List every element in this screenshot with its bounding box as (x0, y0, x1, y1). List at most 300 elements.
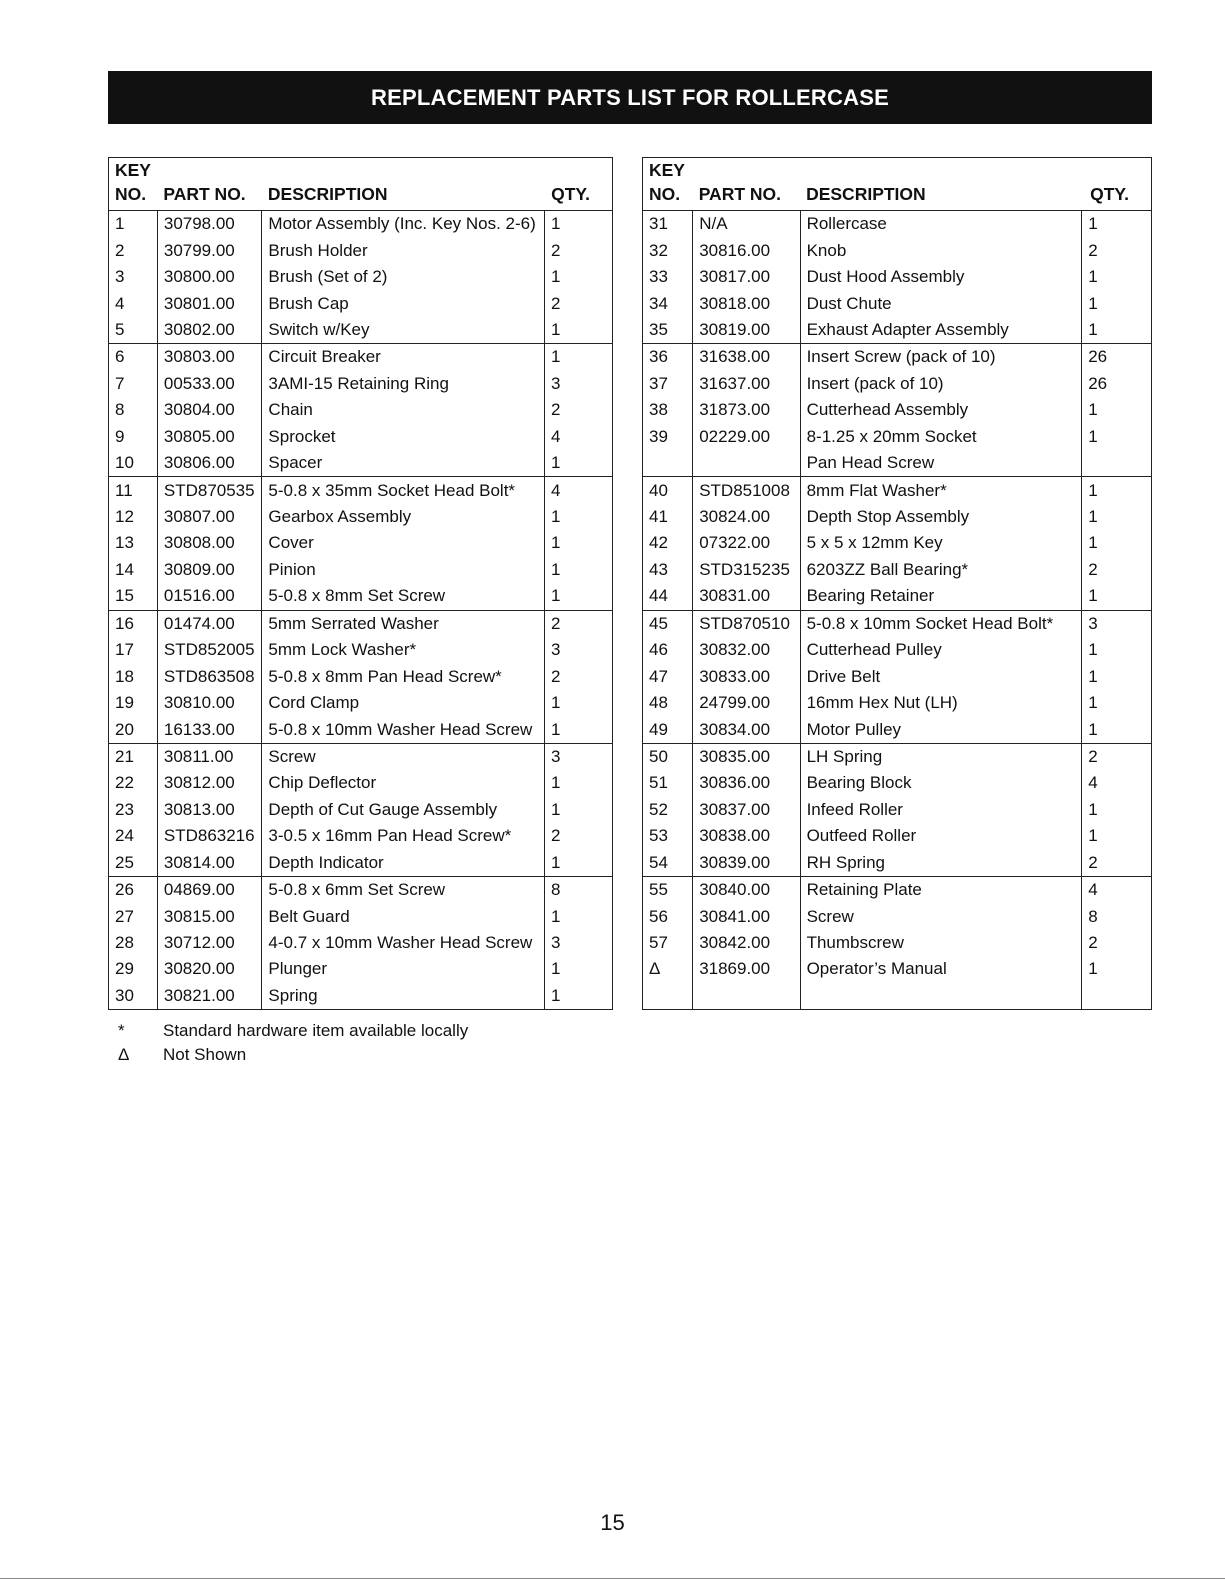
cell-qty: 1 (1082, 290, 1152, 316)
cell-description: 5 x 5 x 12mm Key (800, 530, 1082, 556)
footnote-symbol: * (118, 1021, 125, 1040)
cell-key-no (643, 983, 693, 1010)
cell-qty: 1 (545, 797, 613, 823)
page-number: 15 (600, 1510, 625, 1535)
cell-qty: 3 (545, 743, 613, 770)
cell-key-no: 34 (649, 293, 668, 313)
cell-key-no: 24 (115, 826, 134, 846)
table-row (643, 237, 1152, 263)
cell-part-no: STD852005 (157, 637, 262, 663)
bottom-rule (0, 1578, 1225, 1579)
cell-qty: 1 (1082, 583, 1152, 610)
table-row (109, 716, 613, 743)
cell-description: Knob (800, 237, 1082, 263)
cell-part-no: 30799.00 (157, 237, 262, 263)
table-row (109, 397, 613, 423)
cell-key-no: 32 (649, 240, 668, 260)
table-row (109, 317, 613, 344)
cell-qty: 1 (1082, 797, 1152, 823)
cell-part-no (693, 983, 800, 1010)
cell-qty: 1 (545, 530, 613, 556)
table-row (109, 770, 613, 796)
table-row (109, 450, 613, 477)
cell-qty: 1 (1082, 690, 1152, 716)
table-row (643, 743, 1152, 770)
table-row (643, 850, 1152, 877)
cell-description: Dust Chute (800, 290, 1082, 316)
cell-key-no: 14 (115, 559, 134, 579)
cell-part-no: 30813.00 (157, 797, 262, 823)
table-row (643, 477, 1152, 504)
cell-description: Brush Cap (262, 290, 545, 316)
table-row (643, 876, 1152, 903)
cell-qty: 1 (1082, 663, 1152, 689)
cell-key-no: 54 (649, 852, 668, 872)
cell-description: 3-0.5 x 16mm Pan Head Screw* (262, 823, 545, 849)
cell-description: Insert Screw (pack of 10) (800, 344, 1082, 371)
cell-qty: 1 (545, 504, 613, 530)
cell-key-no: 11 (109, 477, 158, 504)
header-part-no: PART NO. (157, 158, 262, 211)
cell-key-no: 57 (649, 933, 668, 953)
table-row (643, 317, 1152, 344)
cell-description (800, 983, 1082, 1010)
cell-key-no: 6 (109, 344, 158, 371)
cell-part-no: STD851008 (693, 477, 800, 504)
cell-part-no: STD870535 (157, 477, 262, 504)
cell-qty: 2 (1082, 930, 1152, 956)
cell-key-no: 47 (649, 666, 668, 686)
header-part-no: PART NO. (693, 158, 800, 211)
header-qty: QTY. (545, 158, 613, 211)
cell-part-no: 30802.00 (157, 317, 262, 344)
cell-key-no: 26 (109, 876, 158, 903)
cell-description: 5-0.8 x 10mm Washer Head Screw (262, 716, 545, 743)
cell-qty: 2 (545, 663, 613, 689)
cell-part-no: 30818.00 (693, 290, 800, 316)
cell-key-no: 22 (115, 773, 134, 793)
cell-part-no: 30811.00 (157, 743, 262, 770)
cell-part-no: 00533.00 (157, 371, 262, 397)
cell-description: 16mm Hex Nut (LH) (800, 690, 1082, 716)
cell-key-no: 20 (115, 719, 134, 739)
cell-key-no: 1 (115, 214, 125, 234)
table-row (643, 344, 1152, 371)
cell-qty: 1 (1082, 530, 1152, 556)
table-row (109, 903, 613, 929)
cell-description: 5mm Lock Washer* (262, 637, 545, 663)
cell-qty: 1 (545, 690, 613, 716)
table-row (109, 743, 613, 770)
cell-part-no: 24799.00 (693, 690, 800, 716)
cell-key-no: 38 (649, 400, 668, 420)
cell-description: Pinion (262, 557, 545, 583)
cell-description: Gearbox Assembly (262, 504, 545, 530)
cell-qty: 3 (1082, 610, 1152, 637)
table-row (643, 770, 1152, 796)
cell-description: Motor Pulley (800, 716, 1082, 743)
table-row (109, 504, 613, 530)
cell-qty: 26 (1082, 371, 1152, 397)
header-qty: QTY. (1082, 158, 1152, 211)
cell-description: Motor Assembly (Inc. Key Nos. 2-6) (262, 211, 545, 238)
table-row (643, 371, 1152, 397)
cell-part-no: 30712.00 (157, 930, 262, 956)
cell-key-no: 31 (649, 214, 668, 234)
cell-qty: 1 (545, 583, 613, 610)
cell-part-no: STD870510 (693, 610, 800, 637)
cell-key-no: 17 (115, 640, 134, 660)
table-row (109, 610, 613, 637)
table-row (109, 424, 613, 450)
cell-qty: 1 (545, 956, 613, 982)
table-row (109, 237, 613, 263)
cell-description: Infeed Roller (800, 797, 1082, 823)
cell-key-no: 23 (115, 799, 134, 819)
table-row (109, 344, 613, 371)
table-row (643, 797, 1152, 823)
cell-part-no: 30807.00 (157, 504, 262, 530)
cell-part-no: 30836.00 (693, 770, 800, 796)
cell-key-no: 19 (115, 693, 134, 713)
cell-description: Dust Hood Assembly (800, 264, 1082, 290)
table-row (643, 716, 1152, 743)
cell-description: Bearing Retainer (800, 583, 1082, 610)
cell-key-no: 12 (115, 507, 134, 527)
table-row (109, 956, 613, 982)
cell-key-no: Δ (649, 959, 661, 979)
cell-qty: 1 (1082, 716, 1152, 743)
table-row (643, 211, 1152, 238)
cell-key-no: 13 (115, 533, 134, 553)
cell-qty: 2 (545, 290, 613, 316)
cell-description: 5mm Serrated Washer (262, 610, 545, 637)
cell-description: Screw (262, 743, 545, 770)
cell-description: 5-0.8 x 8mm Set Screw (262, 583, 545, 610)
cell-key-no: 43 (649, 559, 668, 579)
cell-qty: 3 (545, 371, 613, 397)
cell-qty: 26 (1082, 344, 1152, 371)
cell-description: RH Spring (800, 850, 1082, 877)
cell-part-no: 30804.00 (157, 397, 262, 423)
cell-qty: 2 (1082, 557, 1152, 583)
cell-description: Exhaust Adapter Assembly (800, 317, 1082, 344)
cell-key-no: 42 (649, 533, 668, 553)
cell-description: Operator’s Manual (800, 956, 1082, 982)
table-row (643, 637, 1152, 663)
cell-description: Depth of Cut Gauge Assembly (262, 797, 545, 823)
footnote-text: Standard hardware item available locally (163, 1021, 469, 1040)
cell-part-no: 30806.00 (157, 450, 262, 477)
cell-key-no: 15 (115, 586, 134, 606)
parts-table-right-body (643, 211, 1152, 1010)
footnote-not-shown (118, 1043, 468, 1067)
cell-key-no: 9 (115, 426, 125, 446)
cell-qty: 1 (545, 770, 613, 796)
cell-description: Brush (Set of 2) (262, 264, 545, 290)
cell-description: 5-0.8 x 35mm Socket Head Bolt* (262, 477, 545, 504)
cell-qty: 1 (545, 716, 613, 743)
cell-qty: 4 (545, 477, 613, 504)
cell-description: Chip Deflector (262, 770, 545, 796)
footnote-symbol: Δ (118, 1045, 130, 1064)
cell-key-no: 28 (115, 933, 134, 953)
cell-qty: 2 (545, 823, 613, 849)
cell-qty: 1 (545, 850, 613, 877)
cell-key-no: 35 (649, 319, 668, 339)
cell-part-no: 04869.00 (157, 876, 262, 903)
parts-table-right (642, 157, 1152, 1010)
cell-part-no: 30824.00 (693, 504, 800, 530)
table-row (109, 797, 613, 823)
cell-part-no: 31869.00 (693, 956, 800, 982)
cell-part-no: 30834.00 (693, 716, 800, 743)
cell-qty: 1 (1082, 264, 1152, 290)
cell-key-no: 40 (643, 477, 693, 504)
cell-qty: 2 (1082, 237, 1152, 263)
table-row (643, 264, 1152, 290)
cell-key-no: 5 (115, 319, 125, 339)
cell-part-no: 30840.00 (693, 876, 800, 903)
page-banner-title: REPLACEMENT PARTS LIST FOR ROLLERCASE (108, 71, 1152, 124)
table-row (643, 530, 1152, 556)
cell-qty: 1 (1082, 317, 1152, 344)
table-row (109, 690, 613, 716)
cell-part-no: 30835.00 (693, 743, 800, 770)
cell-part-no: 01516.00 (157, 583, 262, 610)
table-row (643, 610, 1152, 637)
cell-qty: 4 (545, 424, 613, 450)
table-row (109, 663, 613, 689)
cell-qty: 1 (1082, 424, 1152, 450)
cell-part-no: 30812.00 (157, 770, 262, 796)
cell-key-no: 7 (115, 373, 125, 393)
table-row (109, 557, 613, 583)
cell-qty: 2 (1082, 743, 1152, 770)
header-key-no (643, 158, 693, 211)
cell-part-no: STD863216 (157, 823, 262, 849)
cell-key-no: 46 (649, 640, 668, 660)
cell-qty: 8 (545, 876, 613, 903)
table-row (109, 876, 613, 903)
cell-qty: 1 (545, 903, 613, 929)
cell-key-no: 2 (115, 240, 125, 260)
table-row (109, 211, 613, 238)
cell-qty: 1 (545, 211, 613, 238)
cell-qty: 1 (1082, 504, 1152, 530)
table-row (109, 930, 613, 956)
table-row (643, 983, 1152, 1010)
cell-key-no: 49 (649, 719, 668, 739)
cell-key-no: 53 (649, 826, 668, 846)
table-row (643, 930, 1152, 956)
header-description: DESCRIPTION (262, 158, 545, 211)
cell-qty: 4 (1082, 876, 1152, 903)
table-row (643, 956, 1152, 982)
table-row (643, 557, 1152, 583)
cell-description: Circuit Breaker (262, 344, 545, 371)
cell-qty: 2 (545, 610, 613, 637)
cell-qty (1082, 983, 1152, 1010)
cell-description: Outfeed Roller (800, 823, 1082, 849)
cell-qty: 1 (1082, 823, 1152, 849)
table-row (109, 637, 613, 663)
table-row (643, 690, 1152, 716)
cell-key-no: 21 (109, 743, 158, 770)
cell-qty: 2 (545, 237, 613, 263)
cell-part-no: 30842.00 (693, 930, 800, 956)
cell-part-no: 31638.00 (693, 344, 800, 371)
cell-description: Depth Indicator (262, 850, 545, 877)
cell-qty: 1 (1082, 211, 1152, 238)
cell-key-no: 18 (115, 666, 134, 686)
cell-description: 3AMI-15 Retaining Ring (262, 371, 545, 397)
cell-part-no: STD863508 (157, 663, 262, 689)
cell-qty: 2 (545, 397, 613, 423)
cell-key-no: 41 (649, 507, 668, 527)
table-row (109, 983, 613, 1010)
cell-key-no: 51 (649, 773, 668, 793)
cell-description: Cutterhead Assembly (800, 397, 1082, 423)
cell-key-no: 33 (649, 267, 668, 287)
cell-part-no: 30832.00 (693, 637, 800, 663)
cell-description: Sprocket (262, 424, 545, 450)
table-row (109, 371, 613, 397)
cell-part-no: 16133.00 (157, 716, 262, 743)
cell-part-no: 07322.00 (693, 530, 800, 556)
cell-key-no: 25 (115, 852, 134, 872)
cell-part-no: 30805.00 (157, 424, 262, 450)
cell-key-no: 44 (649, 586, 668, 606)
cell-description: Insert (pack of 10) (800, 371, 1082, 397)
cell-part-no: 30838.00 (693, 823, 800, 849)
cell-qty: 1 (1082, 637, 1152, 663)
cell-key-no: 8 (115, 400, 125, 420)
cell-description: 6203ZZ Ball Bearing* (800, 557, 1082, 583)
cell-description: Spring (262, 983, 545, 1010)
table-row (643, 663, 1152, 689)
table-row (643, 504, 1152, 530)
cell-key-no: 37 (649, 373, 668, 393)
table-row (643, 424, 1152, 450)
cell-part-no: 30815.00 (157, 903, 262, 929)
table-row (643, 903, 1152, 929)
cell-description: 5-0.8 x 6mm Set Screw (262, 876, 545, 903)
cell-part-no: 30808.00 (157, 530, 262, 556)
cell-part-no: STD315235 (693, 557, 800, 583)
cell-part-no: 30803.00 (157, 344, 262, 371)
cell-description: Thumbscrew (800, 930, 1082, 956)
table-row (643, 823, 1152, 849)
cell-qty: 1 (545, 450, 613, 477)
parts-table-left-body (109, 211, 613, 1010)
cell-part-no: 30839.00 (693, 850, 800, 877)
cell-qty: 2 (1082, 850, 1152, 877)
cell-key-no: 50 (643, 743, 693, 770)
cell-part-no: 30819.00 (693, 317, 800, 344)
table-row (109, 530, 613, 556)
header-no-label: NO. (649, 184, 681, 204)
cell-part-no: N/A (693, 211, 800, 238)
header-key-no (109, 158, 158, 211)
cell-part-no: 30831.00 (693, 583, 800, 610)
header-key-label: KEY (649, 160, 685, 180)
table-row (109, 477, 613, 504)
cell-description: Drive Belt (800, 663, 1082, 689)
footnotes (118, 1019, 468, 1067)
table-row (109, 823, 613, 849)
cell-key-no: 29 (115, 959, 134, 979)
cell-part-no: 30814.00 (157, 850, 262, 877)
cell-part-no: 30841.00 (693, 903, 800, 929)
table-row (109, 850, 613, 877)
cell-description: Cover (262, 530, 545, 556)
cell-key-no: 30 (115, 985, 134, 1005)
cell-qty: 3 (545, 930, 613, 956)
cell-qty: 4 (1082, 770, 1152, 796)
cell-part-no: 30833.00 (693, 663, 800, 689)
cell-key-no: 52 (649, 799, 668, 819)
cell-description: Depth Stop Assembly (800, 504, 1082, 530)
cell-part-no: 30816.00 (693, 237, 800, 263)
cell-qty (1082, 450, 1152, 477)
cell-description: Bearing Block (800, 770, 1082, 796)
cell-key-no (643, 450, 693, 477)
cell-part-no: 31637.00 (693, 371, 800, 397)
cell-description: Brush Holder (262, 237, 545, 263)
cell-qty: 1 (545, 264, 613, 290)
cell-part-no: 30798.00 (157, 211, 262, 238)
header-no-label: NO. (115, 184, 147, 204)
table-row (643, 450, 1152, 477)
header-key-label: KEY (115, 160, 151, 180)
table-row (109, 264, 613, 290)
cell-part-no: 31873.00 (693, 397, 800, 423)
cell-description: 4-0.7 x 10mm Washer Head Screw (262, 930, 545, 956)
cell-description: Screw (800, 903, 1082, 929)
cell-description: Switch w/Key (262, 317, 545, 344)
cell-part-no: 02229.00 (693, 424, 800, 450)
cell-key-no: 48 (649, 693, 668, 713)
cell-key-no: 27 (115, 906, 134, 926)
table-row (643, 397, 1152, 423)
cell-part-no: 30809.00 (157, 557, 262, 583)
cell-part-no: 30817.00 (693, 264, 800, 290)
cell-qty: 1 (1082, 397, 1152, 423)
footnote-standard-hardware (118, 1019, 468, 1043)
cell-description: Plunger (262, 956, 545, 982)
cell-description: 5-0.8 x 8mm Pan Head Screw* (262, 663, 545, 689)
cell-description: 8-1.25 x 20mm Socket (800, 424, 1082, 450)
cell-description: Cutterhead Pulley (800, 637, 1082, 663)
cell-description: Rollercase (800, 211, 1082, 238)
cell-part-no: 30810.00 (157, 690, 262, 716)
cell-description: 5-0.8 x 10mm Socket Head Bolt* (800, 610, 1082, 637)
cell-key-no: 36 (643, 344, 693, 371)
cell-description: Chain (262, 397, 545, 423)
cell-key-no: 45 (643, 610, 693, 637)
cell-part-no: 30837.00 (693, 797, 800, 823)
cell-key-no: 55 (643, 876, 693, 903)
cell-qty: 1 (545, 983, 613, 1010)
cell-description: Spacer (262, 450, 545, 477)
table-row (643, 583, 1152, 610)
cell-key-no: 10 (115, 453, 134, 473)
cell-qty: 1 (545, 344, 613, 371)
header-description: DESCRIPTION (800, 158, 1082, 211)
cell-qty: 1 (545, 317, 613, 344)
cell-part-no (693, 450, 800, 477)
